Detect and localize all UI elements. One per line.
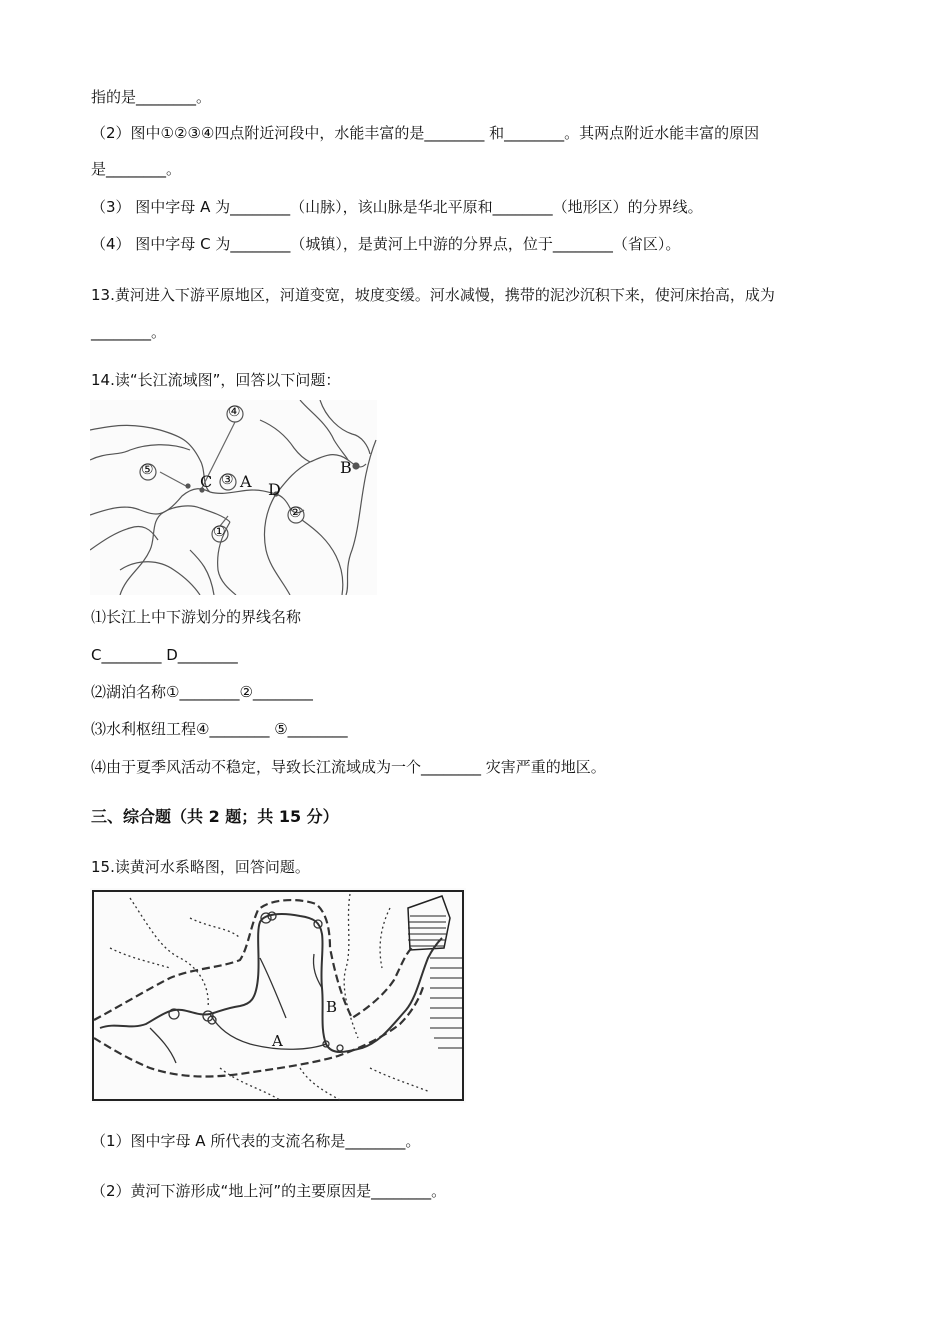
text-line-2: （2）图中①②③④四点附近河段中，水能丰富的是________ 和________。其两点附近水能丰富的原因 [91, 124, 760, 142]
question-13-blank: ________。 [91, 323, 167, 341]
map1-label-A: A [240, 472, 252, 491]
yellow-river-map [90, 888, 466, 1103]
q14-part-4: ⑷由于夏季风活动不稳定，导致长江流域成为一个________ 灾害严重的地区。 [91, 758, 606, 776]
text-line-3: 是________。 [91, 160, 182, 178]
map1-label-D: D [268, 480, 281, 499]
text-line-5: （4） 图中字母 C 为________（城镇），是黄河上中游的分界点，位于________（省区）。 [91, 235, 681, 253]
q14-part-1-blanks: C________ D________ [91, 646, 238, 664]
q14-part-3: ⑶水利枢纽工程④________ ⑤________ [91, 720, 348, 738]
question-13: 13.黄河进入下游平原地区，河道变宽，坡度变缓。河水减慢，携带的泥沙沉积下来，使河床抬高，成为 [91, 286, 775, 304]
q15-part-2: （2）黄河下游形成“地上河”的主要原因是________。 [91, 1182, 447, 1200]
map2-label-B: B [326, 998, 338, 1016]
text-line-1: 指的是________。 [91, 88, 212, 106]
map1-label-C: C [200, 472, 213, 491]
yangtze-basin-map [90, 400, 377, 595]
question-15-title: 15.读黄河水系略图，回答问题。 [91, 858, 310, 876]
text-line-4: （3） 图中字母 A 为________（山脉），该山脉是华北平原和________（地形区）的分界线。 [91, 198, 703, 216]
map1-label-B: B [340, 458, 352, 477]
map1-label-5: ⑤ [141, 462, 154, 478]
q15-part-1: （1）图中字母 A 所代表的支流名称是________。 [91, 1132, 421, 1150]
map1-label-4: ④ [228, 404, 241, 420]
map1-label-1: ① [213, 524, 226, 540]
section-heading: 三、综合题（共 2 题；共 15 分） [91, 807, 339, 826]
q14-part-1: ⑴长江上中下游划分的界线名称 [91, 608, 302, 626]
map2-label-A: A [272, 1032, 283, 1050]
map1-label-2: ② [289, 505, 302, 521]
question-14-title: 14.读“长江流域图”，回答以下问题： [91, 371, 341, 389]
q14-part-2: ⑵湖泊名称①________②________ [91, 683, 313, 701]
map1-label-3: ③ [221, 472, 234, 488]
